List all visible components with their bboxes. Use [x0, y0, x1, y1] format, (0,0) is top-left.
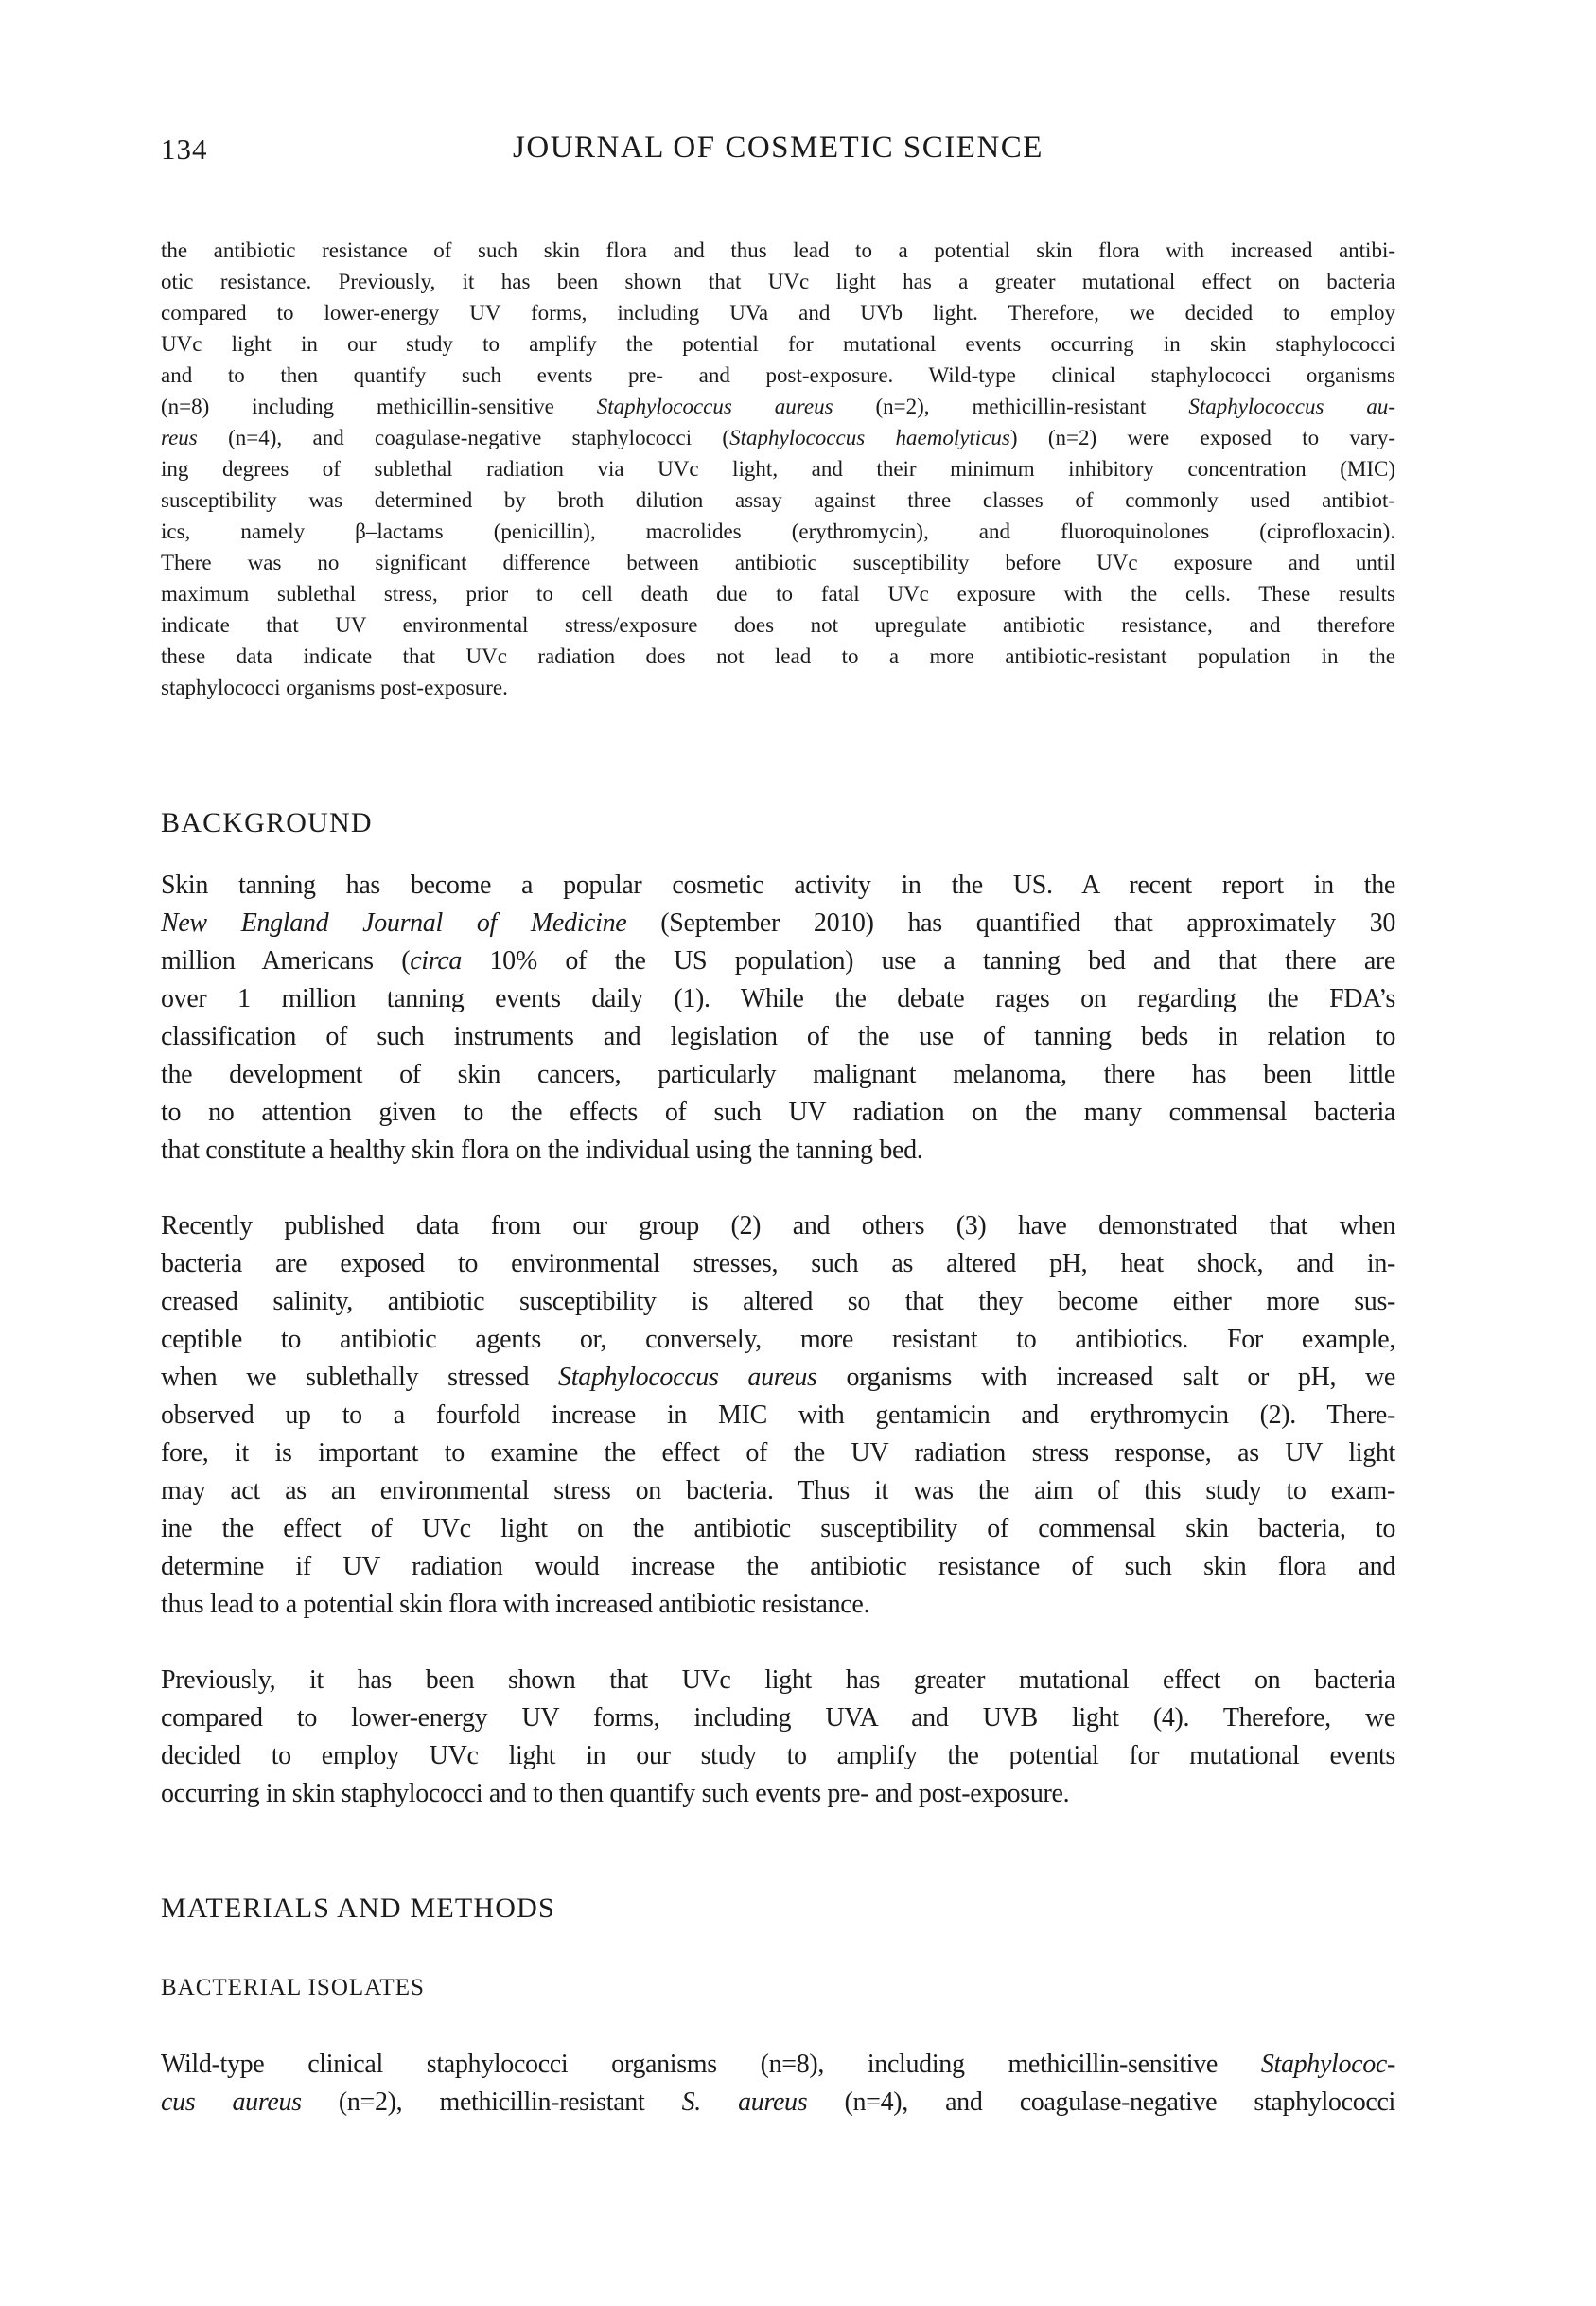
text-line: ing degrees of sublethal radiation via UVc light, and their minimum inhibitory concentration (MIC)	[161, 457, 1395, 481]
text-line: million Americans (circa 10% of the US population) use a tanning bed and that there are	[161, 946, 1395, 976]
text-line: determine if UV radiation would increase the antibiotic resistance of such skin flora and	[161, 1552, 1395, 1581]
text-line: indicate that UV environmental stress/exposure does not upregulate antibiotic resistance, and therefore	[161, 613, 1395, 637]
background-paragraph-1	[161, 867, 1395, 1170]
text-line: over 1 million tanning events daily (1). While the debate rages on regarding the FDA’s	[161, 984, 1395, 1013]
page-header	[161, 131, 1395, 168]
text-line: creased salinity, antibiotic susceptibility is altered so that they become either more sus-	[161, 1287, 1395, 1316]
text-line: bacteria are exposed to environmental stresses, such as altered pH, heat shock, and in-	[161, 1249, 1395, 1278]
text-line: UVc light in our study to amplify the potential for mutational events occurring in skin staphylococci	[161, 332, 1395, 356]
text-line: to no attention given to the effects of such UV radiation on the many commensal bacteria	[161, 1098, 1395, 1127]
background-paragraph-2	[161, 1207, 1395, 1624]
text-line: when we sublethally stressed Staphylococcus aureus organisms with increased salt or pH, we	[161, 1363, 1396, 1392]
running-head: JOURNAL OF COSMETIC SCIENCE	[513, 131, 1044, 165]
text-line: that constitute a healthy skin flora on the individual using the tanning bed.	[161, 1135, 923, 1165]
text-line: the antibiotic resistance of such skin flora and thus lead to a potential skin flora with increased antibi-	[161, 238, 1395, 262]
text-line: staphylococci organisms post-exposure.	[161, 676, 508, 699]
subsection-heading-bacterial-isolates: BACTERIAL ISOLATES	[161, 1975, 425, 2000]
text-line: susceptibility was determined by broth dilution assay against three classes of commonly used antibiot-	[161, 488, 1395, 512]
text-line: ine the effect of UVc light on the antibiotic susceptibility of commensal skin bacteria, to	[161, 1514, 1395, 1543]
text-line: fore, it is important to examine the effect of the UV radiation stress response, as UV light	[161, 1438, 1395, 1468]
text-line: Previously, it has been shown that UVc light has greater mutational effect on bacteria	[161, 1665, 1395, 1695]
text-line: There was no significant difference between antibiotic susceptibility before UVc exposure and until	[161, 551, 1395, 574]
text-line: otic resistance. Previously, it has been shown that UVc light has a greater mutational effect on bacteria	[161, 270, 1395, 293]
text-line: ics, namely β–lactams (penicillin), macrolides (erythromycin), and fluoroquinolones (ciprofloxacin).	[161, 519, 1395, 543]
abstract-paragraph	[161, 235, 1395, 703]
text-line: decided to employ UVc light in our study to amplify the potential for mutational events	[161, 1741, 1395, 1770]
text-line: (n=8) including methicillin-sensitive Staphylococcus aureus (n=2), methicillin-resistant Staphylococcus au-	[161, 395, 1395, 418]
text-line: ceptible to antibiotic agents or, conversely, more resistant to antibiotics. For example,	[161, 1325, 1395, 1354]
text-line: and to then quantify such events pre- and post-exposure. Wild-type clinical staphylococci organisms	[161, 363, 1395, 387]
text-line: Recently published data from our group (2) and others (3) have demonstrated that when	[161, 1211, 1395, 1241]
text-line: thus lead to a potential skin flora with increased antibiotic resistance.	[161, 1590, 870, 1619]
background-paragraph-3	[161, 1662, 1395, 1813]
text-line: the development of skin cancers, particularly malignant melanoma, there has been little	[161, 1060, 1395, 1089]
bacterial-isolates-paragraph	[161, 2046, 1395, 2121]
text-line: compared to lower-energy UV forms, including UVA and UVB light (4). Therefore, we	[161, 1703, 1395, 1733]
text-line: classification of such instruments and legislation of the use of tanning beds in relation to	[161, 1022, 1395, 1051]
text-line: occurring in skin staphylococci and to then quantify such events pre- and post-exposure.	[161, 1779, 1070, 1808]
text-line: may act as an environmental stress on bacteria. Thus it was the aim of this study to exam-	[161, 1476, 1395, 1505]
text-line: cus aureus (n=2), methicillin-resistant S. aureus (n=4), and coagulase-negative staphylococci	[161, 2087, 1395, 2117]
text-line: observed up to a fourfold increase in MIC with gentamicin and erythromycin (2). There-	[161, 1400, 1395, 1430]
text-line: Wild-type clinical staphylococci organisms (n=8), including methicillin-sensitive Staphylococ-	[161, 2050, 1395, 2079]
page-number: 134	[161, 132, 208, 166]
section-heading-materials-and-methods: MATERIALS AND METHODS	[161, 1892, 555, 1924]
text-line: compared to lower-energy UV forms, including UVa and UVb light. Therefore, we decided to employ	[161, 301, 1395, 325]
text-line: New England Journal of Medicine (September 2010) has quantified that approximately 30	[161, 908, 1396, 938]
text-line: these data indicate that UVc radiation does not lead to a more antibiotic-resistant population in the	[161, 644, 1395, 668]
text-line: maximum sublethal stress, prior to cell death due to fatal UVc exposure with the cells. These results	[161, 582, 1395, 606]
section-heading-background: BACKGROUND	[161, 807, 373, 838]
text-line: Skin tanning has become a popular cosmetic activity in the US. A recent report in the	[161, 871, 1395, 900]
text-line: reus (n=4), and coagulase-negative staphylococci (Staphylococcus haemolyticus) (n=2) were exposed to vary-	[161, 426, 1395, 449]
